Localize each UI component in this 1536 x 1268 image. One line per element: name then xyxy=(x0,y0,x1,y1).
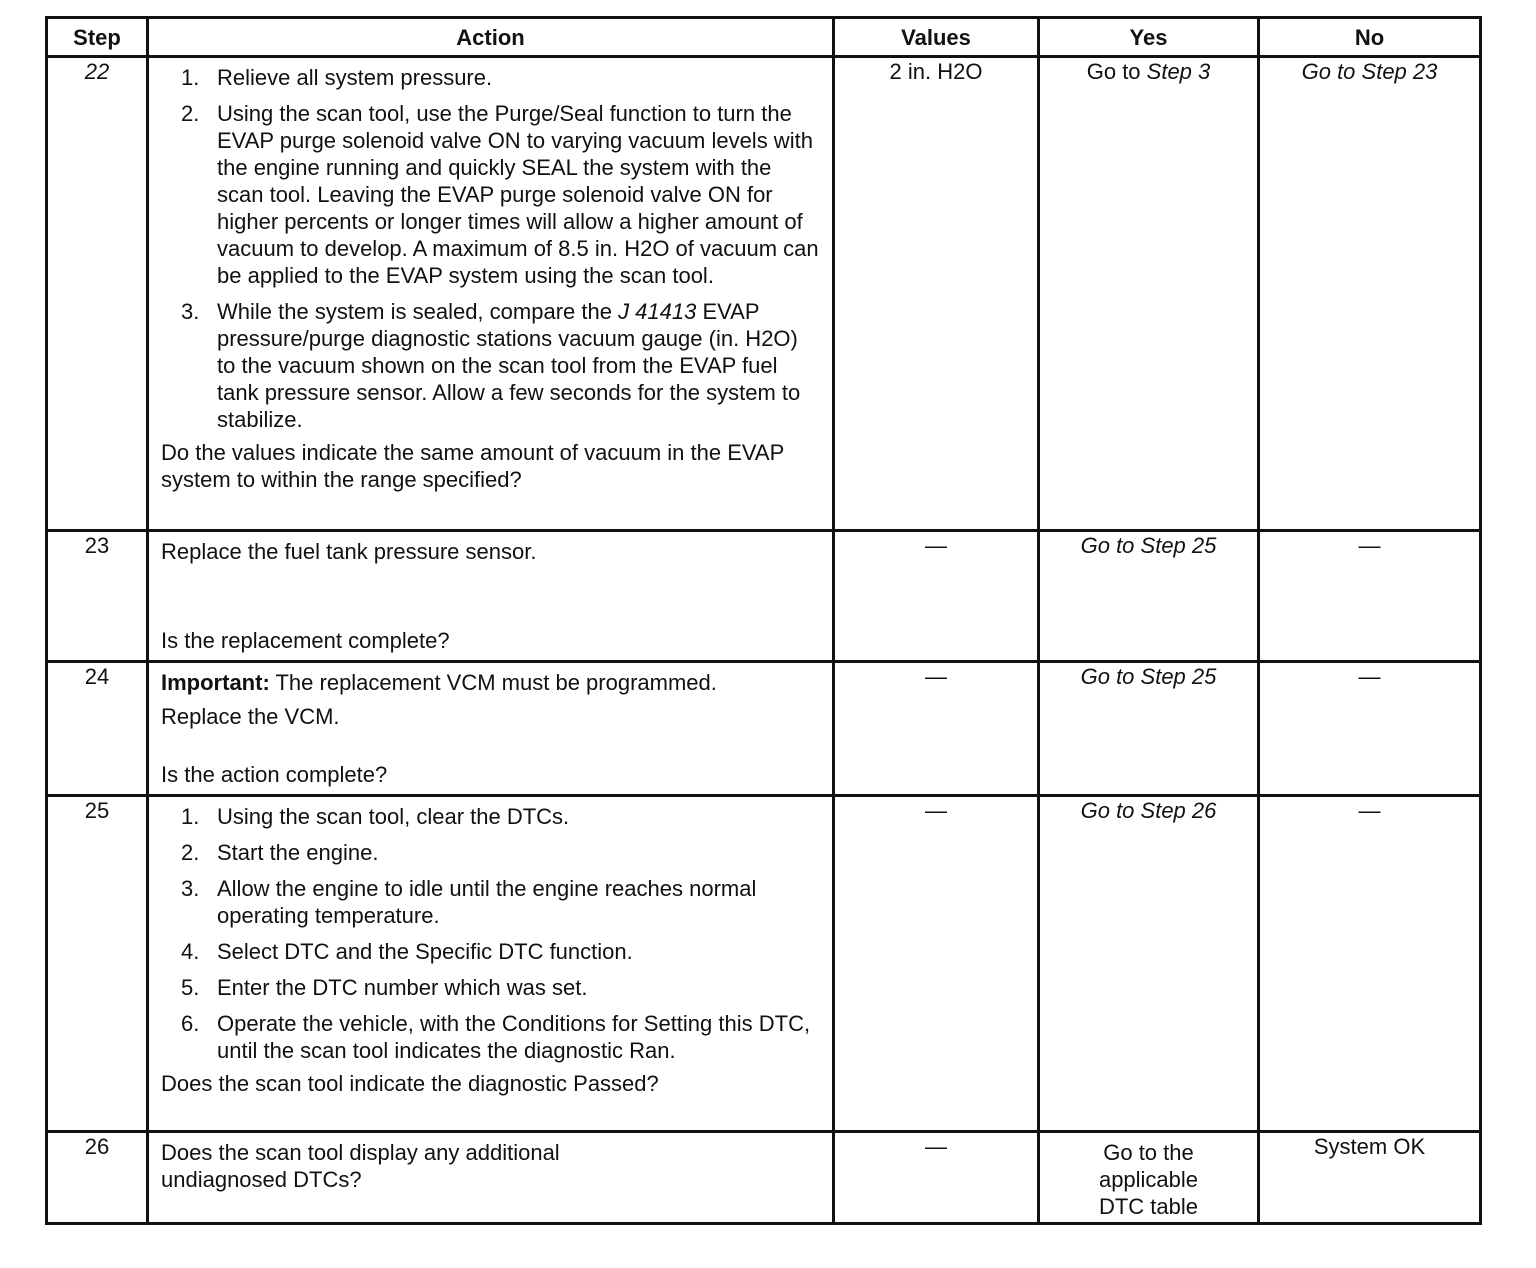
action-cell xyxy=(148,662,834,796)
header-yes: Yes xyxy=(1039,18,1259,57)
yes-cell[interactable]: Go to Step 26 xyxy=(1039,796,1259,1132)
list-item: 2. Start the engine. xyxy=(181,840,379,865)
table-row-step-25 xyxy=(47,796,1481,1132)
list-item: 2. Using the scan tool, use the Purge/Seal function to turn the EVAP purge solenoid valve ON to varying vacuum levels with the engine running and quickly SEAL the system with the scan tool. Leaving the EVAP purge solenoid valve ON for higher percents or longer times will allow a higher amount of vacuum to develop. A maximum of 8.5 in. H2O of vacuum can be applied to the EVAP system using the scan tool. xyxy=(181,101,819,288)
question-text: Do the values indicate the same amount of vacuum in the EVAP system to within the range specified? xyxy=(161,440,784,492)
yes-cell[interactable]: Go to Step 25 xyxy=(1039,531,1259,662)
no-cell[interactable]: Go to Step 23 xyxy=(1259,57,1481,531)
diagnostic-table xyxy=(45,16,1482,1225)
important-note: Important: The replacement VCM must be programmed. xyxy=(161,670,717,695)
table-row-step-26 xyxy=(47,1132,1481,1224)
table-row-step-22 xyxy=(47,57,1481,531)
values-cell: 2 in. H2O xyxy=(834,57,1039,531)
list-item: 5. Enter the DTC number which was set. xyxy=(181,975,588,1000)
step-number: 23 xyxy=(47,531,148,662)
list-item: 1. Relieve all system pressure. xyxy=(181,65,493,90)
yes-cell[interactable]: Go to Step 3 xyxy=(1039,57,1259,531)
table-row-step-24 xyxy=(47,662,1481,796)
action-list xyxy=(161,803,822,1064)
no-cell: — xyxy=(1259,796,1481,1132)
header-row xyxy=(47,18,1481,57)
values-cell: — xyxy=(834,796,1039,1132)
yes-cell[interactable]: Go to the applicable DTC table xyxy=(1039,1132,1259,1224)
values-cell: — xyxy=(834,1132,1039,1224)
action-text: Replace the fuel tank pressure sensor. xyxy=(161,539,537,564)
question-text: Does the scan tool display any additional undiagnosed DTCs? xyxy=(161,1140,560,1192)
table-row-step-23 xyxy=(47,531,1481,662)
tool-reference: J 41413 xyxy=(618,299,697,324)
list-item: 3. While the system is sealed, compare the J 41413 EVAP pressure/purge diagnostic stations vacuum gauge (in. H2O) to the vacuum shown on the scan tool from the EVAP fuel tank pressure sensor. Allow a few seconds for the system to stabilize. xyxy=(181,299,801,432)
action-cell xyxy=(148,1132,834,1224)
header-step: Step xyxy=(47,18,148,57)
list-item: 3. Allow the engine to idle until the engine reaches normal operating temperature. xyxy=(181,876,757,928)
step-number: 24 xyxy=(47,662,148,796)
action-cell xyxy=(148,57,834,531)
list-item: 6. Operate the vehicle, with the Conditions for Setting this DTC, until the scan tool indicates the diagnostic Ran. xyxy=(181,1011,811,1063)
values-cell: — xyxy=(834,531,1039,662)
no-cell: — xyxy=(1259,662,1481,796)
step-number: 25 xyxy=(47,796,148,1132)
header-action: Action xyxy=(148,18,834,57)
values-cell: — xyxy=(834,662,1039,796)
step-number: 26 xyxy=(47,1132,148,1224)
header-no: No xyxy=(1259,18,1481,57)
step-number: 22 xyxy=(47,57,148,531)
action-cell xyxy=(148,531,834,662)
question-text: Does the scan tool indicate the diagnostic Passed? xyxy=(161,1071,659,1096)
question-text: Is the replacement complete? xyxy=(161,628,450,653)
question-text: Is the action complete? xyxy=(161,762,388,787)
yes-cell[interactable]: Go to Step 25 xyxy=(1039,662,1259,796)
list-item: 1. Using the scan tool, clear the DTCs. xyxy=(181,804,570,829)
list-item: 4. Select DTC and the Specific DTC function. xyxy=(181,939,633,964)
no-cell[interactable]: System OK xyxy=(1259,1132,1481,1224)
action-list xyxy=(161,64,822,433)
action-text: Replace the VCM. xyxy=(161,704,340,729)
no-cell: — xyxy=(1259,531,1481,662)
header-values: Values xyxy=(834,18,1039,57)
action-cell xyxy=(148,796,834,1132)
